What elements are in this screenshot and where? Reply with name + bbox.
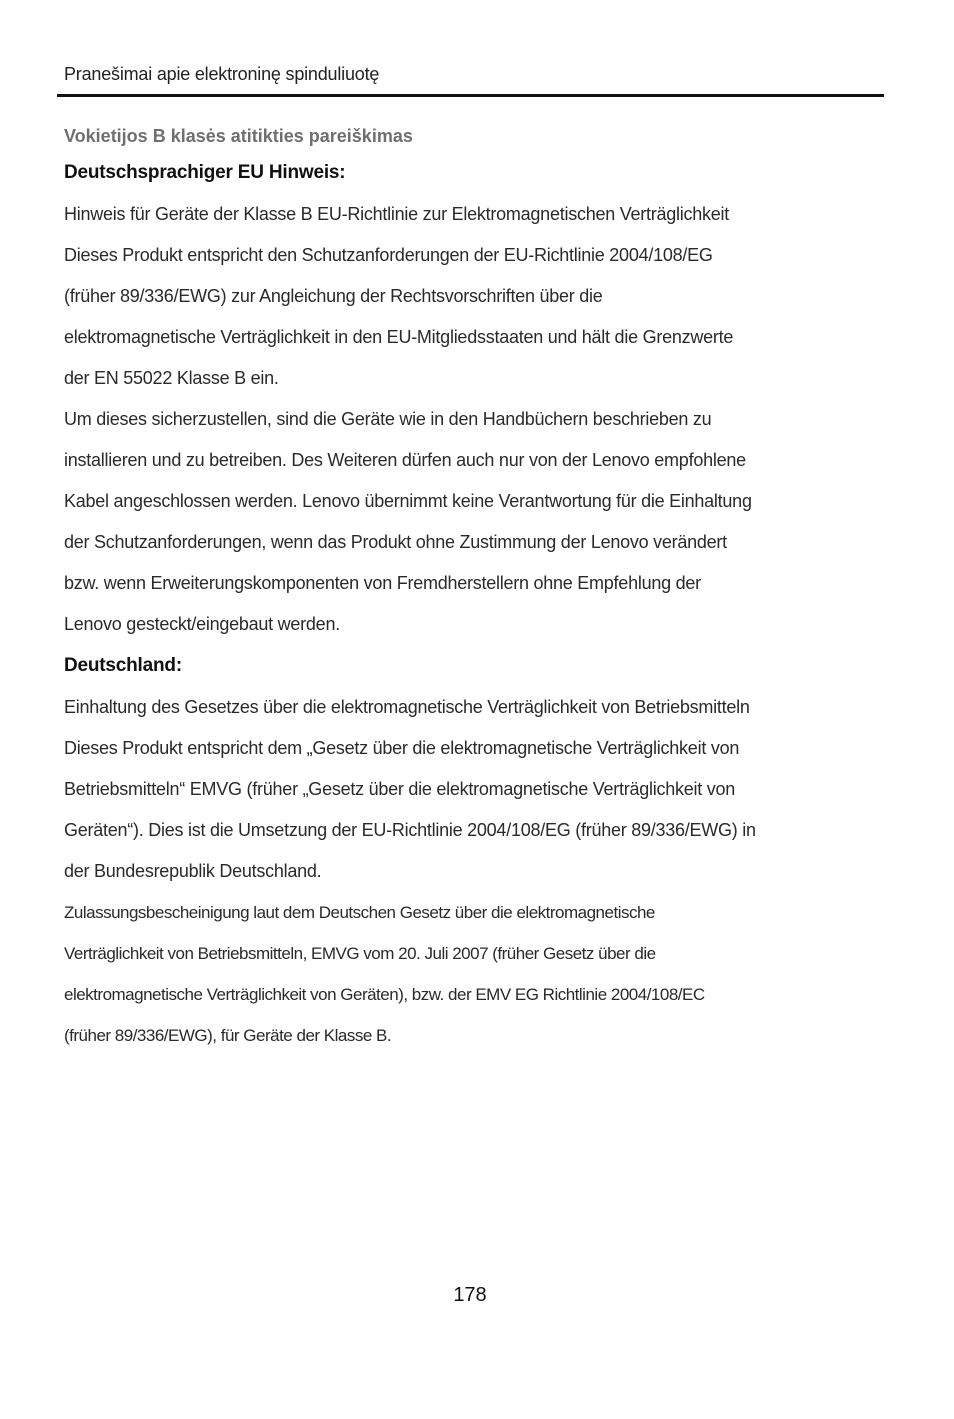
- text-line: (früher 89/336/EWG) zur Angleichung der Rechtsvorschriften über die: [64, 286, 603, 306]
- paragraph-eu-notice: [64, 194, 884, 399]
- text-line: Betriebsmitteln“ EMVG (früher „Gesetz über die elektromagnetische Verträglichkeit von: [64, 779, 736, 799]
- text-line: Dieses Produkt entspricht den Schutzanforderungen der EU-Richtlinie 2004/108/EG: [64, 245, 713, 265]
- subheading-germany: Deutschland:: [64, 655, 182, 676]
- text-line: installieren und zu betreiben. Des Weiteren dürfen auch nur von der Lenovo empfohlene: [64, 450, 746, 470]
- text-line: Geräten“). Dies ist die Umsetzung der EU-Richtlinie 2004/108/EG (früher 89/336/EWG) in: [64, 820, 756, 840]
- section-title: Vokietijos B klasės atitikties pareiškimas: [64, 126, 413, 146]
- text-line: der Bundesrepublik Deutschland.: [64, 861, 322, 881]
- paragraph-certification: [64, 892, 884, 1056]
- text-line: Zulassungsbescheinigung laut dem Deutschen Gesetz über die elektromagnetische: [64, 903, 655, 922]
- text-line: Lenovo gesteckt/eingebaut werden.: [64, 614, 340, 634]
- subheading-eu-notice: Deutschsprachiger EU Hinweis:: [64, 162, 346, 183]
- text-line: Kabel angeschlossen werden. Lenovo übernimmt keine Verantwortung für die Einhaltung: [64, 491, 752, 511]
- paragraph-installation: [64, 399, 884, 645]
- running-header: Pranešimai apie elektroninę spinduliuotę: [64, 64, 380, 84]
- text-line: der EN 55022 Klasse B ein.: [64, 368, 279, 388]
- text-line: der Schutzanforderungen, wenn das Produkt ohne Zustimmung der Lenovo verändert: [64, 532, 727, 552]
- text-line: bzw. wenn Erweiterungskomponenten von Fremdherstellern ohne Empfehlung der: [64, 573, 701, 593]
- text-line: Verträglichkeit von Betriebsmitteln, EMVG vom 20. Juli 2007 (früher Gesetz über die: [64, 944, 656, 963]
- page-content: [64, 120, 884, 1056]
- text-line: Hinweis für Geräte der Klasse B EU-Richtlinie zur Elektromagnetischen Verträglichkeit: [64, 204, 730, 224]
- text-line: Dieses Produkt entspricht dem „Gesetz über die elektromagnetische Verträglichkeit von: [64, 738, 740, 758]
- text-line: elektromagnetische Verträglichkeit von Geräten), bzw. der EMV EG Richtlinie 2004/108/EC: [64, 985, 705, 1004]
- page-number: 178: [453, 1284, 487, 1306]
- text-line: Einhaltung des Gesetzes über die elektromagnetische Verträglichkeit von Betriebsmitteln: [64, 697, 750, 717]
- header-rule: [57, 94, 884, 97]
- text-line: Um dieses sicherzustellen, sind die Geräte wie in den Handbüchern beschrieben zu: [64, 409, 712, 429]
- paragraph-emvg: [64, 687, 884, 892]
- text-line: (früher 89/336/EWG), für Geräte der Klasse B.: [64, 1026, 392, 1045]
- text-line: elektromagnetische Verträglichkeit in den EU-Mitgliedsstaaten und hält die Grenzwerte: [64, 327, 734, 347]
